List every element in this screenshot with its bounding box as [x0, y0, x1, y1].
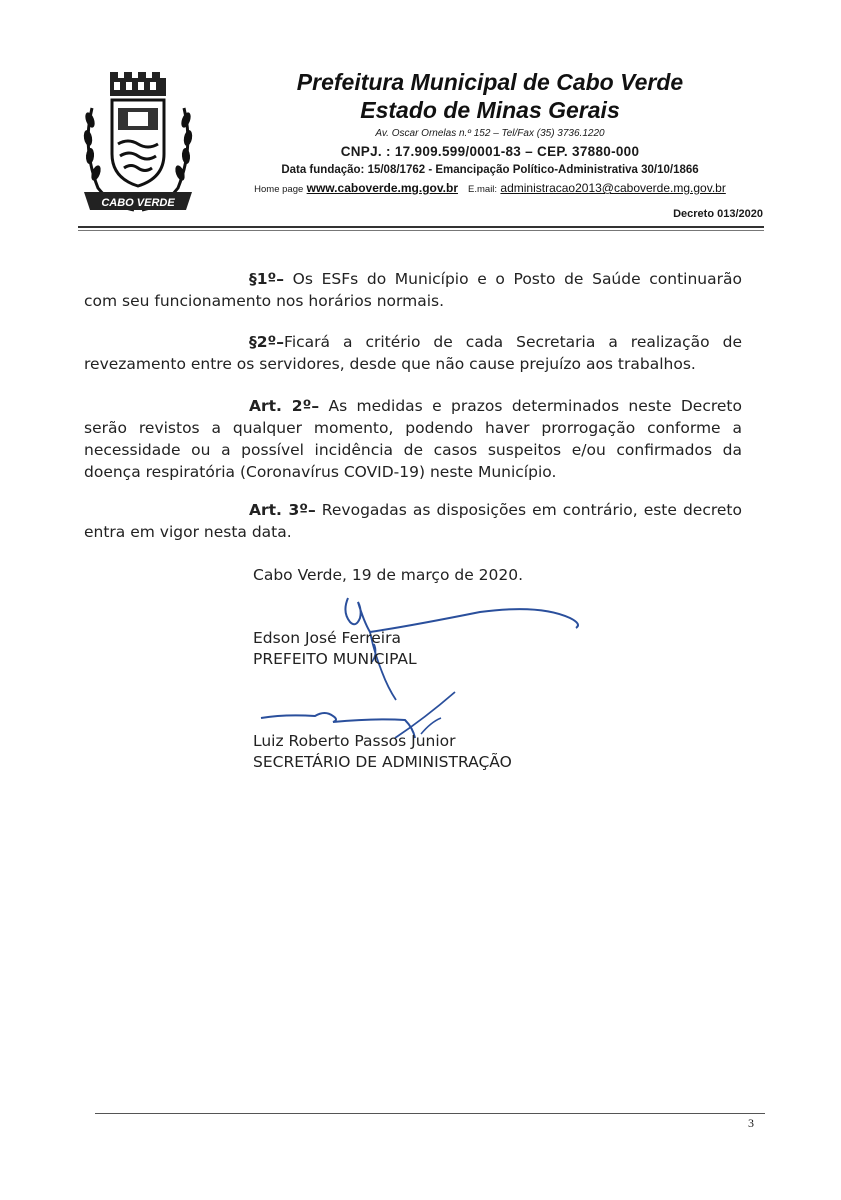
paragraph-4 — [84, 499, 742, 543]
place-date: Cabo Verde, 19 de março de 2020. — [253, 566, 524, 584]
paragraph-2 — [84, 331, 742, 375]
homepage-link[interactable]: www.caboverde.mg.gov.br — [306, 181, 458, 195]
contact-line — [210, 179, 770, 199]
foundation-line: Data fundação: 15/08/1762 - Emancipação Político-Administrativa 30/10/1866 — [281, 164, 699, 176]
paragraph-4-text: Revogadas as disposições em contrário, este decreto entra em vigor nesta data. — [84, 501, 742, 541]
paragraph-3-text: As medidas e prazos determinados neste Decreto serão revistos a qualquer momento, podendo haver prorrogação conforme a necessidade ou a possível incidência de casos suspeitos e/ou confirmados da doença respiratória (Coronavírus COVID-19) neste Município. — [84, 397, 742, 481]
paragraph-2-lead: §2º– — [249, 333, 285, 351]
signer-1-role: PREFEITO MUNICIPAL — [253, 650, 417, 668]
email-label: E.mail: — [468, 184, 498, 195]
municipality-title: Prefeitura Municipal de Cabo Verde — [296, 69, 684, 95]
municipal-crest-icon — [78, 68, 198, 218]
footer-divider — [95, 1113, 765, 1114]
page-number: 3 — [748, 1116, 754, 1130]
signer-1-name: Edson José Ferreira — [253, 629, 401, 647]
homepage-label: Home page — [254, 184, 304, 195]
signer-2-role: SECRETÁRIO DE ADMINISTRAÇÃO — [253, 753, 512, 771]
header-divider — [78, 226, 764, 228]
header-divider-thin — [78, 230, 764, 231]
paragraph-2-text: Ficará a critério de cada Secretaria a realização de revezamento entre os servidores, desde que não cause prejuízo aos trabalhos. — [84, 333, 742, 373]
paragraph-1-text: Os ESFs do Município e o Posto de Saúde continuarão com seu funcionamento nos horários normais. — [84, 270, 742, 310]
paragraph-1-lead: §1º– — [249, 270, 285, 288]
address-line: Av. Oscar Ornelas n.º 152 – Tel/Fax (35) 3736.1220 — [375, 128, 605, 139]
decree-number: Decreto 013/2020 — [673, 208, 763, 220]
paragraph-1 — [84, 268, 742, 312]
signer-2-name: Luiz Roberto Passos Junior — [253, 732, 456, 750]
paragraph-4-lead: Art. 3º– — [249, 501, 316, 519]
state-subtitle: Estado de Minas Gerais — [360, 97, 620, 123]
email-link[interactable]: administracao2013@caboverde.mg.gov.br — [500, 181, 726, 195]
paragraph-3 — [84, 395, 742, 483]
crest-banner-text: CABO VERDE — [101, 197, 175, 209]
paragraph-3-lead: Art. 2º– — [249, 397, 320, 415]
cnpj-line: CNPJ. : 17.909.599/0001-83 – CEP. 37880-000 — [340, 144, 640, 159]
letterhead — [210, 68, 770, 199]
